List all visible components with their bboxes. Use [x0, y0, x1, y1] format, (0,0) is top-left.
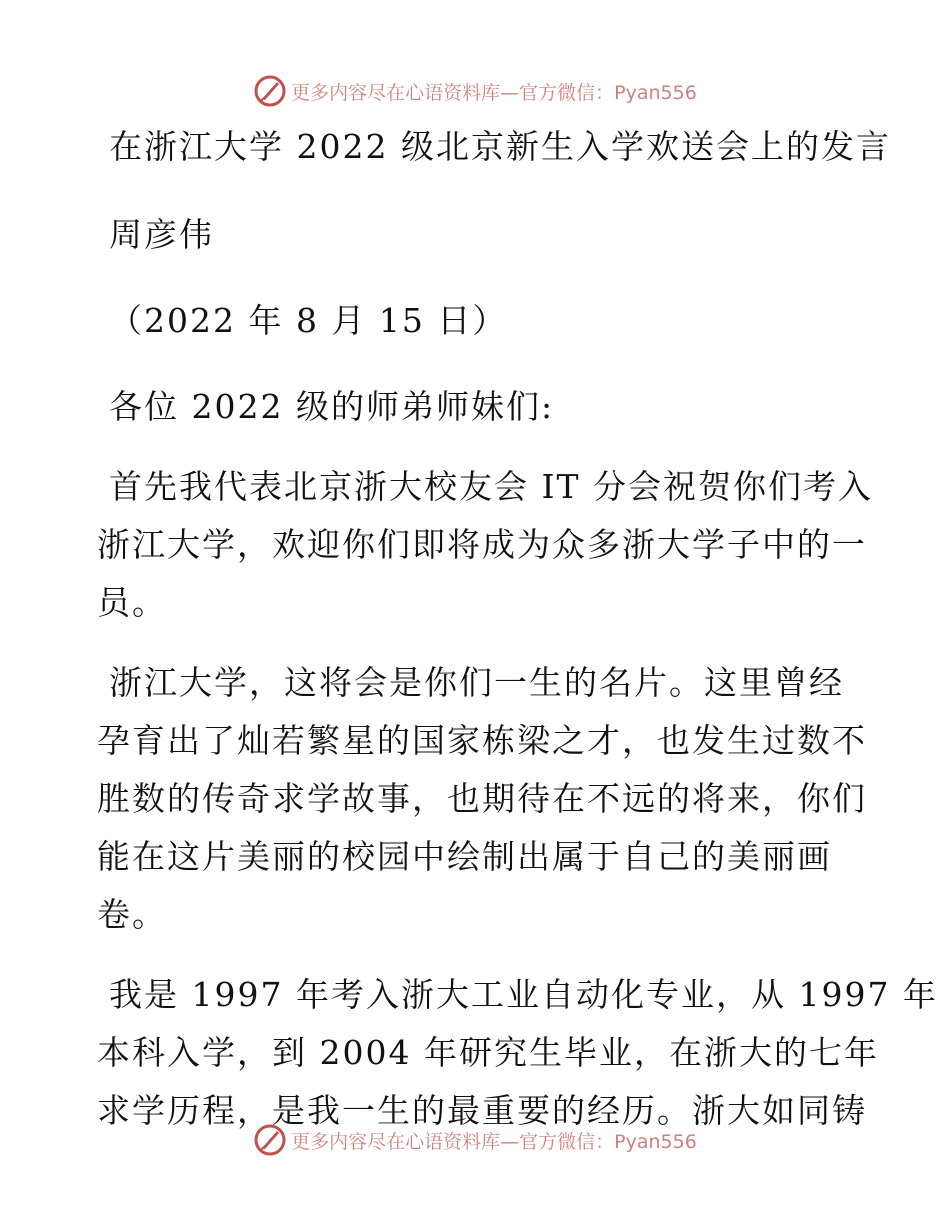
quill-logo-icon	[253, 1123, 287, 1157]
paragraph-1	[97, 458, 874, 632]
document-date: （2022 年 8 月 15 日）	[109, 301, 508, 340]
watermark-header	[0, 71, 950, 111]
paragraph-line: 员。	[97, 583, 167, 622]
paragraph-2	[97, 654, 867, 944]
paragraph-3	[97, 966, 938, 1140]
paragraph-line: 卷。	[97, 895, 167, 934]
paragraph-line: 胜数的传奇求学故事，也期待在不远的将来，你们	[97, 779, 867, 818]
document-author: 周彦伟	[109, 215, 214, 254]
paragraph-line: 我是 1997 年考入浙大工业自动化专业，从 1997 年	[109, 975, 938, 1014]
watermark-text: 更多内容尽在心语资料库—官方微信：Pyan556	[291, 1130, 697, 1153]
document-title: 在浙江大学 2022 级北京新生入学欢送会上的发言	[109, 127, 891, 166]
paragraph-line: 浙江大学，这将会是你们一生的名片。这里曾经	[109, 663, 844, 702]
document-body	[97, 118, 938, 1140]
paragraph-line: 求学历程，是我一生的最重要的经历。浙大如同铸	[97, 1091, 867, 1130]
quill-logo-icon	[253, 74, 287, 108]
watermark-text: 更多内容尽在心语资料库—官方微信：Pyan556	[291, 81, 697, 104]
paragraph-line: 首先我代表北京浙大校友会 IT 分会祝贺你们考入	[109, 467, 874, 506]
watermark-footer	[0, 1120, 950, 1160]
document-salutation: 各位 2022 级的师弟师妹们:	[109, 387, 555, 426]
paragraph-line: 孕育出了灿若繁星的国家栋梁之才，也发生过数不	[97, 721, 867, 760]
paragraph-line: 能在这片美丽的校园中绘制出属于自己的美丽画	[97, 837, 832, 876]
paragraph-line: 本科入学，到 2004 年研究生毕业，在浙大的七年	[97, 1033, 879, 1072]
paragraph-line: 浙江大学，欢迎你们即将成为众多浙大学子中的一	[97, 525, 867, 564]
